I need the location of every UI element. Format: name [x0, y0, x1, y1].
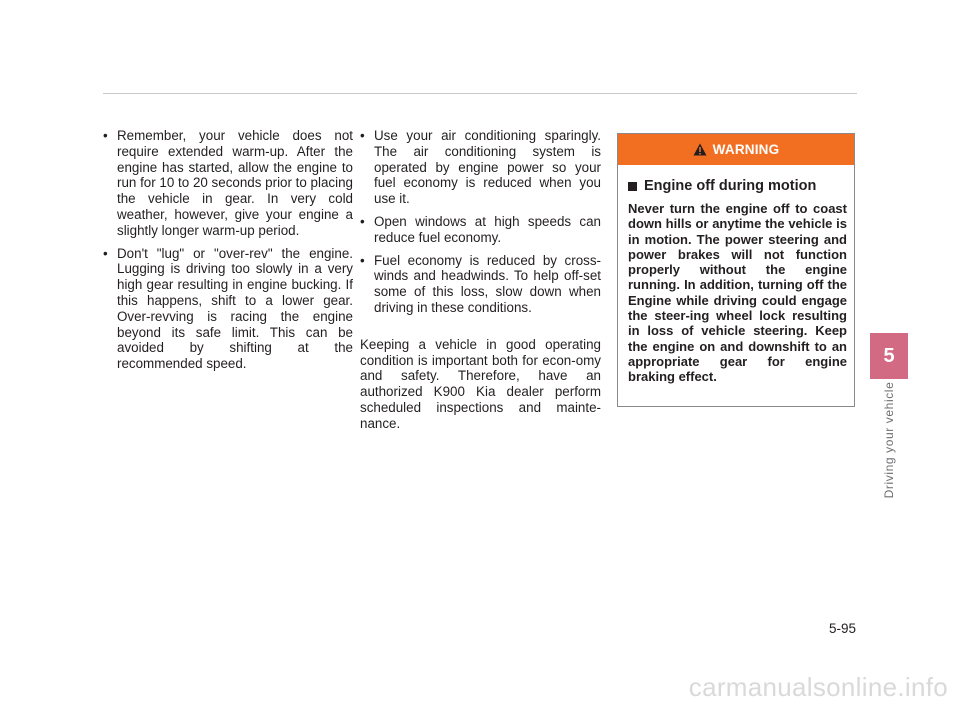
- warning-title: [628, 177, 846, 195]
- middle-column: [360, 128, 601, 432]
- bullet-symbol: •: [360, 128, 365, 143]
- top-divider: [103, 93, 857, 94]
- bullet-symbol: •: [103, 128, 108, 143]
- middle-bullet-list: [360, 128, 601, 316]
- bullet-symbol: •: [360, 252, 365, 268]
- list-item: [103, 128, 353, 239]
- warning-header-label: WARNING: [712, 142, 780, 157]
- warning-triangle-icon: [693, 143, 707, 156]
- watermark: carmanualsonline.info: [688, 672, 948, 702]
- bullet-text: Open windows at high speeds can reduce fuel economy.: [374, 213, 601, 245]
- warning-title-text: Engine off during motion: [644, 178, 817, 194]
- warning-box: [617, 133, 855, 407]
- maintenance-paragraph: Keeping a vehicle in good operating condition is important both for econ-omy and safety. Therefore, have an authorized K900 Kia dealer perform scheduled inspections and mainte-nance.: [360, 336, 601, 431]
- square-bullet-icon: [628, 182, 637, 191]
- bullet-text: Don't "lug" or "over-rev" the engine. Lugging is driving too slowly in a very high gear resulting in engine bucking. If this happens, shift to a lower gear. Over-revving is racing the engine beyond its safe limit. This can be avoided by shifting at the recommended speed.: [117, 245, 353, 372]
- bullet-symbol: •: [103, 245, 108, 261]
- warning-text: Never turn the engine off to coast down hills or anytime the vehicle is in motion. The power steering and power brakes will not function properly without the engine running. In addition, turning off the Engine while driving could engage the steer-ing wheel lock resulting in loss of vehicle steering. Keep the engine on and downshift to an appropriate gear for engine braking effect.: [628, 201, 847, 385]
- chapter-number: 5: [883, 344, 895, 367]
- bullet-symbol: •: [360, 213, 365, 229]
- list-item: [360, 214, 601, 246]
- warning-header: [618, 134, 854, 165]
- list-item: [360, 128, 601, 207]
- left-bullet-list: [103, 128, 353, 372]
- bullet-text: Fuel economy is reduced by cross-winds and headwinds. To help off-set some of this loss, slow down when driving in these conditions.: [374, 252, 601, 315]
- chapter-tab: [870, 333, 908, 379]
- bullet-text: Use your air conditioning sparingly. The air conditioning system is operated by engine power so your fuel economy is reduced when you use it.: [374, 128, 601, 207]
- page-number: 5-95: [828, 621, 856, 636]
- list-item: [360, 253, 601, 316]
- left-column: [103, 128, 353, 379]
- bullet-text: Remember, your vehicle does not require extended warm-up. After the engine has started, allow the engine to run for 10 to 20 seconds prior to placing the vehicle in gear. In very cold weather, however, give your engine a slightly longer warm-up period.: [117, 128, 353, 238]
- list-item: [103, 246, 353, 372]
- chapter-label: Driving your vehicle: [882, 381, 896, 499]
